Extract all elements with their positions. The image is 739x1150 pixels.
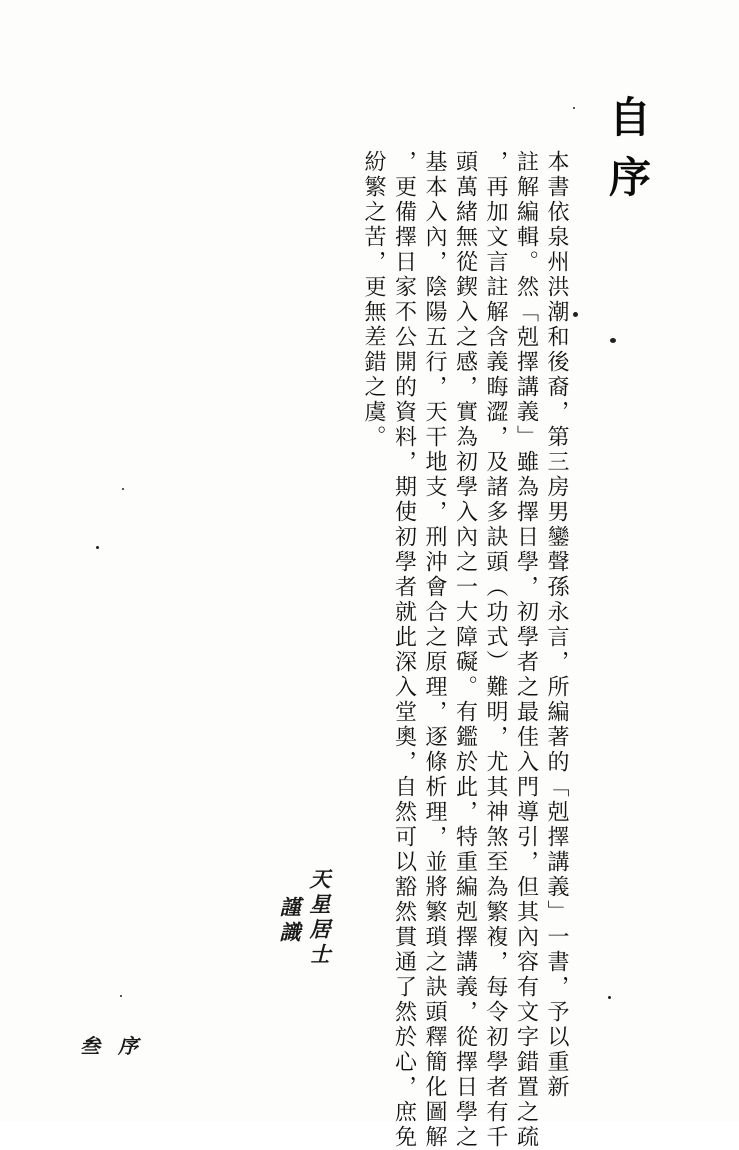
scan-speck <box>573 107 575 109</box>
text-column: ，再加文言註解含義晦澀，及諸多訣頭（功式）難明，尤其神煞至為繁複，每令初學者有千 <box>483 150 508 1150</box>
scan-speck <box>120 995 122 997</box>
scan-speck <box>573 312 578 317</box>
page-footer-label: 叁序 <box>80 1034 156 1058</box>
text-column: ，更備擇日家不公開的資料，期使初學者就此深入堂奧，自然可以豁然貫通了然於心，庶免 <box>391 150 417 1150</box>
scan-speck <box>96 546 99 549</box>
text-column: 註解編輯。然「剋擇講義」雖為擇日學，初學者之最佳入門導引，但其內容有文字錯置之疏 <box>513 150 539 1150</box>
page-title: 自序 <box>603 95 652 215</box>
preface-body <box>358 150 572 1150</box>
text-column: 本書依泉州洪潮和後裔，第三房男鑾聲孫永言，所編著的「剋擇講義」一書，予以重新 <box>544 150 569 1100</box>
scan-speck <box>610 338 616 343</box>
signature-suffix-text: 謹識 <box>277 896 302 946</box>
text-column: 頭萬緒無從鍥入之感，實為初學入內之一大障礙。有鑑於此，特重編剋擇講義，從擇日學之 <box>452 150 478 1150</box>
text-column: 紛繁之苦，更無差錯之虞。 <box>361 150 386 450</box>
author-signature <box>274 868 334 968</box>
scan-speck <box>608 996 611 999</box>
signature-name: 天星居士 <box>307 868 332 968</box>
text-column: 基本入內，陰陽五行，天干地支，刑沖會合之原理，逐條析理，並將繁瑣之訣頭釋簡化圖解 <box>422 150 447 1150</box>
scan-speck <box>122 488 124 490</box>
signature-suffix <box>274 868 304 968</box>
